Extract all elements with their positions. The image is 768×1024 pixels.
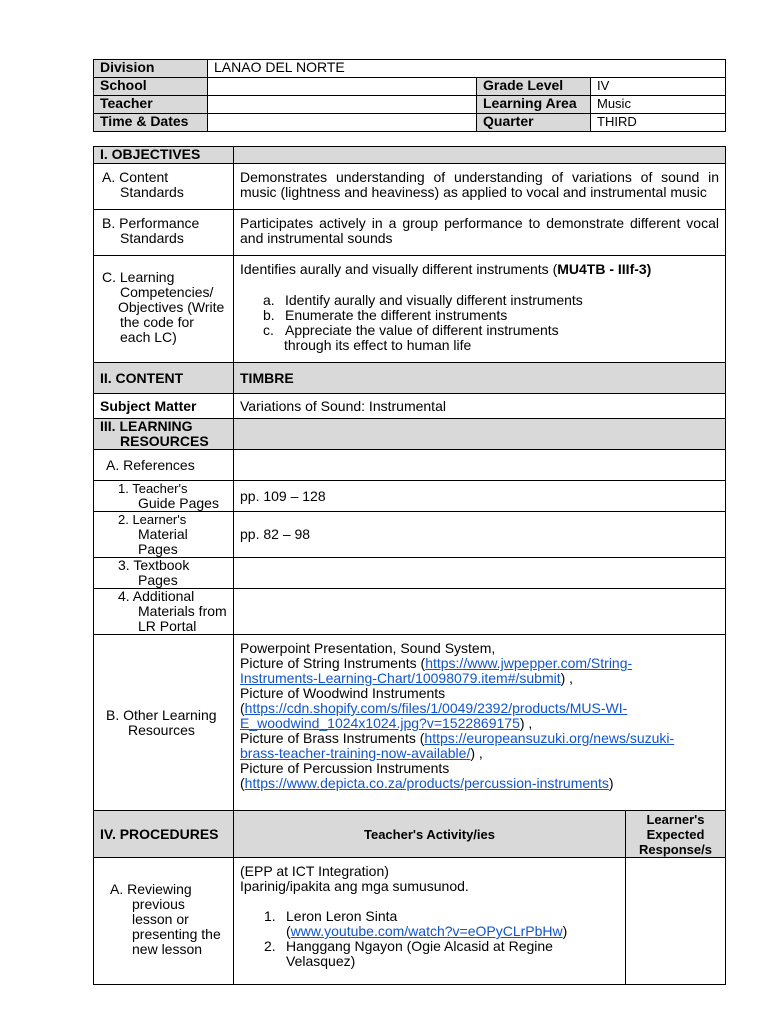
- header-table: [93, 59, 726, 132]
- competencies-label-line2: Competencies/: [120, 284, 214, 300]
- competency-item-c: [240, 323, 719, 338]
- learning-area-value: Music: [591, 96, 726, 114]
- competencies-label-line1: C. Learning: [102, 269, 175, 285]
- competency-item-a: [240, 293, 719, 308]
- learners-material-label-line1: 2. Learner's: [118, 512, 187, 527]
- song-1-link[interactable]: www.youtube.com/watch?v=eOPyCLrPbHw: [290, 923, 563, 939]
- additional-materials-label: [94, 589, 234, 635]
- song-1-open: (: [286, 923, 291, 939]
- competency-code: MU4TB - IIIf-3): [557, 261, 652, 277]
- percussion-instruments-line: [240, 776, 719, 791]
- other-resources-label: [94, 635, 234, 811]
- reviewing-label: [94, 858, 234, 985]
- performance-standards-label: [94, 210, 234, 256]
- content-standards-label: [94, 164, 234, 210]
- content-value: TIMBRE: [234, 363, 726, 394]
- reviewing-activity: [234, 858, 626, 985]
- school-value: [208, 78, 477, 96]
- grade-level-value: IV: [591, 78, 726, 96]
- teachers-guide-value: pp. 109 – 128: [234, 481, 726, 512]
- percussion-open: (: [240, 775, 245, 791]
- grade-level-label: Grade Level: [477, 78, 591, 96]
- additional-materials-label-line2: Materials from: [138, 603, 227, 619]
- brass-instruments-line: [240, 731, 719, 746]
- competencies-label-line5: each LC): [120, 329, 177, 345]
- teachers-guide-label-line2: Guide Pages: [138, 495, 219, 511]
- learning-resources-heading-line2: RESOURCES: [120, 433, 209, 449]
- competency-item-a-marker: a.: [263, 292, 275, 308]
- woodwind-instruments-link-part1[interactable]: https://cdn.shopify.com/s/files/1/0049/2392/products/MUS-WI-: [244, 700, 628, 716]
- song-1-close: ): [562, 923, 568, 939]
- other-resources-line1: Powerpoint Presentation, Sound System,: [240, 640, 496, 656]
- textbook-pages-value: [234, 558, 726, 589]
- learner-response-heading-line3: Response/s: [639, 841, 712, 857]
- percussion-instruments-text: Picture of Percussion Instruments: [240, 760, 450, 776]
- teacher-activity-heading: Teacher's Activity/ies: [234, 811, 626, 858]
- performance-standards-text: Participates actively in a group performance to demonstrate different vocal and instrumental sounds: [234, 210, 726, 256]
- textbook-pages-label-line2: Pages: [138, 572, 178, 588]
- textbook-pages-label: [94, 558, 234, 589]
- string-instruments-line2: [240, 671, 719, 686]
- objectives-heading-fill: [234, 147, 726, 164]
- woodwind-instruments-line: [240, 701, 719, 716]
- brass-instruments-link-part2[interactable]: brass-teacher-training-now-available/: [240, 745, 471, 761]
- textbook-pages-label-line1: 3. Textbook: [118, 557, 190, 573]
- time-dates-label: Time & Dates: [94, 114, 208, 132]
- learner-response-heading-line2: Expected: [646, 826, 705, 842]
- song-1-title: Leron Leron Sinta: [286, 908, 398, 924]
- song-2-line2: Velasquez): [286, 953, 356, 969]
- learner-response-heading-line1: Learner's: [646, 811, 705, 827]
- competency-item-c-cont: through its effect to human life: [284, 337, 472, 353]
- quarter-label: Quarter: [477, 114, 591, 132]
- brass-instruments-text: Picture of Brass Instruments (: [240, 730, 425, 746]
- learning-area-label: Learning Area: [477, 96, 591, 114]
- procedures-heading: IV. PROCEDURES: [94, 811, 234, 858]
- content-heading: II. CONTENT: [94, 363, 234, 394]
- objectives-heading: I. OBJECTIVES: [94, 147, 234, 164]
- woodwind-end: ) ,: [519, 715, 533, 731]
- competencies-label-line3: Objectives (Write: [118, 299, 225, 315]
- performance-standards-label-line2: Standards: [120, 230, 184, 246]
- woodwind-instruments-text: Picture of Woodwind Instruments: [240, 685, 446, 701]
- school-label: School: [94, 78, 208, 96]
- subject-matter-label: Subject Matter: [94, 394, 234, 419]
- competency-item-c-marker: c.: [263, 322, 274, 338]
- reviewing-line2: Iparinig/ipakita ang mga sumusunod.: [240, 878, 469, 894]
- competency-item-a-text: Identify aurally and visually different instruments: [285, 292, 583, 308]
- competency-item-b: [240, 308, 719, 323]
- competencies-label: [94, 256, 234, 363]
- brass-instruments-link-part1[interactable]: https://europeansuzuki.org/news/suzuki-: [424, 730, 675, 746]
- content-standards-text: Demonstrates understanding of understanding of variations of sound in music (lightness and heaviness) as applied to vocal and instrumental music: [234, 164, 726, 210]
- reviewing-line1: (EPP at ICT Integration): [240, 863, 389, 879]
- time-dates-value: [208, 114, 477, 132]
- teacher-label: Teacher: [94, 96, 208, 114]
- additional-materials-label-line1: 4. Additional: [118, 588, 195, 604]
- content-standards-label-line2: Standards: [120, 184, 184, 200]
- references-value: [234, 450, 726, 481]
- competencies-text: [234, 256, 726, 363]
- song-2-marker: 2.: [264, 938, 276, 954]
- learning-resources-heading: [94, 419, 234, 450]
- subject-matter-value: Variations of Sound: Instrumental: [234, 394, 726, 419]
- reviewing-learner-response: [626, 858, 726, 985]
- additional-materials-label-line3: LR Portal: [138, 618, 197, 634]
- percussion-end: ): [608, 775, 614, 791]
- competency-item-b-text: Enumerate the different instruments: [285, 307, 508, 323]
- division-value: LANAO DEL NORTE: [208, 60, 726, 78]
- woodwind-instruments-link-part2[interactable]: E_woodwind_1024x1024.jpg?v=1522869175: [240, 715, 520, 731]
- song-1-link-line: [240, 924, 619, 939]
- other-resources-text: [234, 635, 726, 811]
- string-instruments-end: ) ,: [560, 670, 574, 686]
- other-resources-label-line2: Resources: [128, 721, 195, 738]
- performance-standards-label-line1: B. Performance: [102, 215, 200, 231]
- learning-resources-heading-fill: [234, 419, 726, 450]
- teachers-guide-label-line1: 1. Teacher's: [118, 481, 188, 496]
- teacher-value: [208, 96, 477, 114]
- song-2: [240, 939, 619, 954]
- learners-material-label-line2: Material Pages: [138, 526, 188, 557]
- competencies-intro-text: Identifies aurally and visually different instruments (: [240, 261, 558, 277]
- song-1: [240, 909, 619, 924]
- references-label: A. References: [94, 450, 234, 481]
- competencies-label-line4: the code for: [120, 314, 194, 330]
- reviewing-label-line5: new lesson: [132, 941, 203, 957]
- string-instruments-line: [240, 656, 719, 671]
- string-instruments-link-part2[interactable]: Instruments-Learning-Chart/10098079.item#/submit: [240, 670, 561, 686]
- reviewing-label-line4: presenting the: [132, 926, 221, 942]
- learner-response-heading: [626, 811, 726, 858]
- brass-instruments-line2: [240, 746, 719, 761]
- competencies-intro: [240, 262, 719, 277]
- teachers-guide-label: [94, 481, 234, 512]
- percussion-instruments-link[interactable]: https://www.depicta.co.za/products/percussion-instruments: [244, 775, 609, 791]
- brass-end: ) ,: [470, 745, 483, 761]
- division-label: Division: [94, 60, 208, 78]
- other-resources-label-line1: B. Other Learning: [106, 706, 217, 723]
- reviewing-label-line1: A. Reviewing: [110, 881, 192, 897]
- quarter-value: THIRD: [591, 114, 726, 132]
- reviewing-label-line3: lesson or: [132, 911, 189, 927]
- learners-material-label: [94, 512, 234, 558]
- competency-item-c-text: Appreciate the value of different instruments: [285, 322, 559, 338]
- competency-item-b-marker: b.: [263, 307, 275, 323]
- reviewing-label-line2: previous: [132, 896, 185, 912]
- content-standards-label-line1: A. Content: [102, 169, 169, 185]
- woodwind-instruments-line2: [240, 716, 719, 731]
- additional-materials-value: [234, 589, 726, 635]
- woodwind-open: (: [240, 700, 245, 716]
- song-2-line1: Hanggang Ngayon (Ogie Alcasid at Regine: [286, 938, 553, 954]
- string-instruments-link-part1[interactable]: https://www.jwpepper.com/String-: [425, 655, 633, 671]
- string-instruments-text: Picture of String Instruments (: [240, 655, 426, 671]
- learning-resources-heading-line1: III. LEARNING: [100, 418, 193, 434]
- song-1-marker: 1.: [264, 908, 276, 924]
- lesson-plan-table: [93, 146, 726, 985]
- learners-material-value: pp. 82 – 98: [234, 512, 726, 558]
